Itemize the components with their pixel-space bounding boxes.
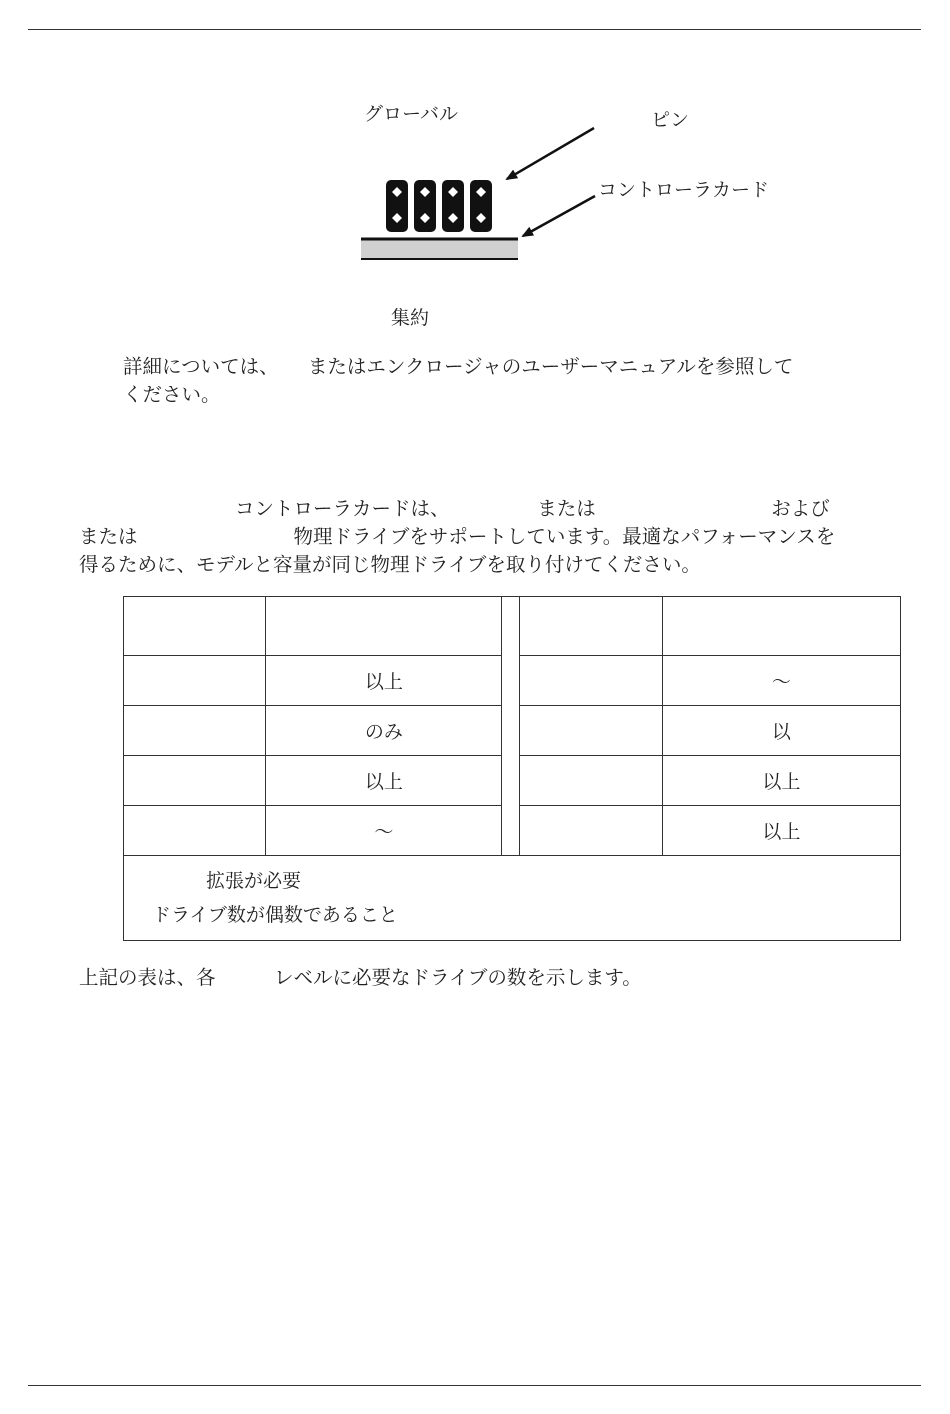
controller-card-board [361, 239, 518, 259]
column-gap [502, 597, 520, 856]
body-line-3: 得るために、モデルと容量が同じ物理ドライブを取り付けてください。 [79, 553, 701, 576]
label-pin: ピン [651, 109, 690, 131]
jumper-pins [386, 180, 492, 232]
label-global: グローバル [364, 103, 459, 125]
table-cell [520, 806, 662, 856]
table-note-row [124, 856, 901, 941]
table-cell [520, 756, 662, 806]
table-cell [124, 806, 266, 856]
drive-requirements-table [123, 596, 901, 941]
table-header-row [124, 597, 901, 656]
table-cell: ～ [662, 656, 900, 706]
table-note-1: 拡張が必要 [206, 870, 302, 892]
table-cell: 以上 [662, 806, 900, 856]
table-note-cell [124, 856, 901, 941]
table-cell: 以 [662, 706, 900, 756]
header-cell [520, 597, 662, 656]
table-cell [124, 656, 266, 706]
header-cell [124, 597, 266, 656]
table-cell [520, 656, 662, 706]
figure-caption: 集約 [391, 307, 430, 329]
table-summary-text: 上記の表は、各 レベルに必要なドライブの数を示します。 [79, 966, 642, 989]
card-arrow [523, 196, 595, 236]
table-note-2: ドライブ数が偶数であること [152, 904, 398, 926]
header-cell [662, 597, 900, 656]
header-cell [266, 597, 502, 656]
table-cell: 以上 [662, 756, 900, 806]
pin-arrow [507, 128, 594, 179]
body-line-2: または 物理ドライブをサポートしています。最適なパフォーマンスを [79, 525, 836, 548]
table-cell: のみ [266, 706, 502, 756]
table-cell [124, 756, 266, 806]
table-cell: 以上 [266, 656, 502, 706]
note-line-2: ください。 [123, 383, 221, 406]
label-controller-card: コントローラカード [598, 179, 770, 201]
note-paragraph [123, 353, 793, 409]
bottom-rule [28, 1385, 921, 1386]
table-cell: 以上 [266, 756, 502, 806]
body-line-1: コントローラカードは、 または および [79, 497, 830, 520]
jumper-diagram [0, 0, 950, 280]
table-cell [520, 706, 662, 756]
table-cell: ～ [266, 806, 502, 856]
note-line-1: 詳細については、 またはエンクロージャのユーザーマニュアルを参照して [123, 355, 794, 378]
body-paragraph [79, 495, 835, 579]
table-cell [124, 706, 266, 756]
